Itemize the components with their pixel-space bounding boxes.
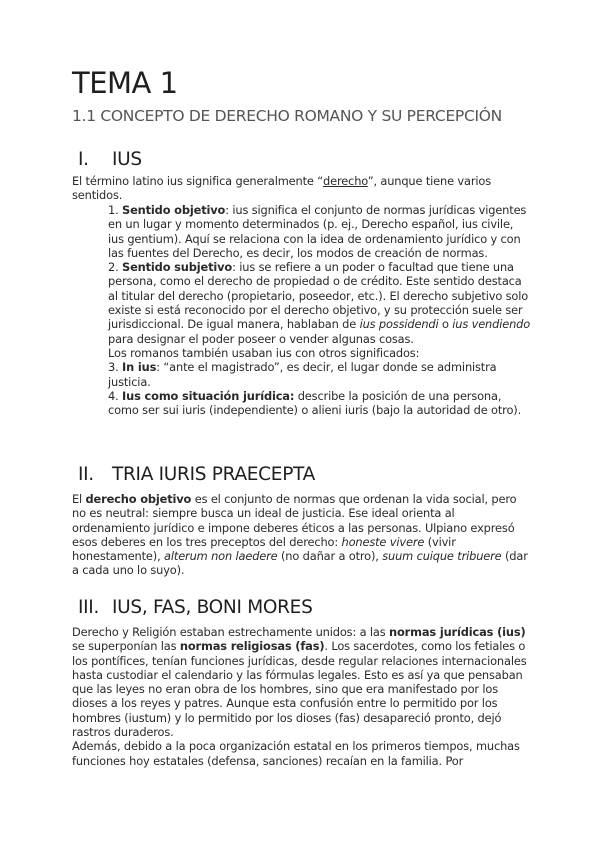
section-title: TRIA IURIS PRAECEPTA xyxy=(112,464,315,485)
section-1-list xyxy=(108,203,532,417)
section-title: IUS, FAS, BONI MORES xyxy=(112,597,313,618)
list-item: 4. Ius como situación jurídica: describe la posición de una persona, como ser sui iuris (independiente) o alieni iuris (bajo la autoridad de otro). xyxy=(108,388,522,418)
section-2-body: El derecho objetivo es el conjunto de normas que ordenan la vida social, pero no es neutral: siempre busca un ideal de justicia. Ese ideal orienta al ordenamiento jurídico e impone deberes éticos a las personas. Ulpiano expresó esos deberes en los tres preceptos del derecho: honeste vivere (vivir honestamente), alterum non laedere (no dañar a otro), suum cuique tribuere (dar a cada uno lo suyo). xyxy=(72,492,528,578)
section-number: II. xyxy=(78,464,94,485)
section-number: I. xyxy=(78,149,89,170)
list-note: Los romanos también usaban ius con otros significados: xyxy=(108,345,420,360)
section-number: III. xyxy=(78,597,100,618)
list-item: 1. Sentido objetivo: ius significa el conjunto de normas jurídicas vigentes en un lugar y momento determinados (p. ej., Derecho español, ius civile, ius gentium). Aquí se relaciona con la idea de ordenamiento jurídico y con las fuentes del Derecho, es decir, los modos de creación de normas. xyxy=(108,203,527,260)
section-1-intro: El término latino ius significa generalmente “derecho”, aunque tiene varios sentidos. xyxy=(72,174,491,203)
page-subtitle: 1.1 CONCEPTO DE DERECHO ROMANO Y SU PERCEPCIÓN xyxy=(72,107,502,125)
derecho-link[interactable]: derecho xyxy=(323,174,368,188)
section-title: IUS xyxy=(112,149,142,170)
list-item: 3. In ius: “ante el magistrado”, es decir, el lugar donde se administra justicia. xyxy=(108,360,497,389)
section-3-body: Derecho y Religión estaban estrechamente unidos: a las normas jurídicas (ius) se superponían las normas religiosas (fas). Los sacerdotes, como los fetiales o los pontífices, tenían funciones jurídicas, desde regular relaciones internacionales hasta custodiar el calendario y las fórmulas legales. Esto es así ya que pensaban que las leyes no eran obra de los hombres, sino que era manifestado por los dioses a los reyes y patres. Aunque esta confusión entre lo permitido por los hombres (iustum) y lo permitido por los dioses (fas) desapareció pronto, dejó rastros duraderos. Además, debido a la poca organización estatal en los primeros tiempos, muchas funciones hoy estatales (defensa, sanciones) recaían en la familia. Por xyxy=(72,625,532,768)
list-item: 2. Sentido subjetivo: ius se refiere a un poder o facultad que tiene una persona, como el derecho de propiedad o de crédito. Este sentido destaca al titular del derecho (propietario, poseedor, etc.). El derecho subjetivo solo existe si está reconocido por el derecho objetivo, y su protección suele ser jurisdiccional. De igual manera, hablaban de ius possidendi o ius vendiendo para designar el poder poseer o vender algunas cosas. xyxy=(108,260,531,346)
page-title: TEMA 1 xyxy=(72,66,178,100)
paragraph: Además, debido a la poca organización estatal en los primeros tiempos, muchas funciones hoy estatales (defensa, sanciones) recaían en la familia. Por xyxy=(72,739,520,768)
